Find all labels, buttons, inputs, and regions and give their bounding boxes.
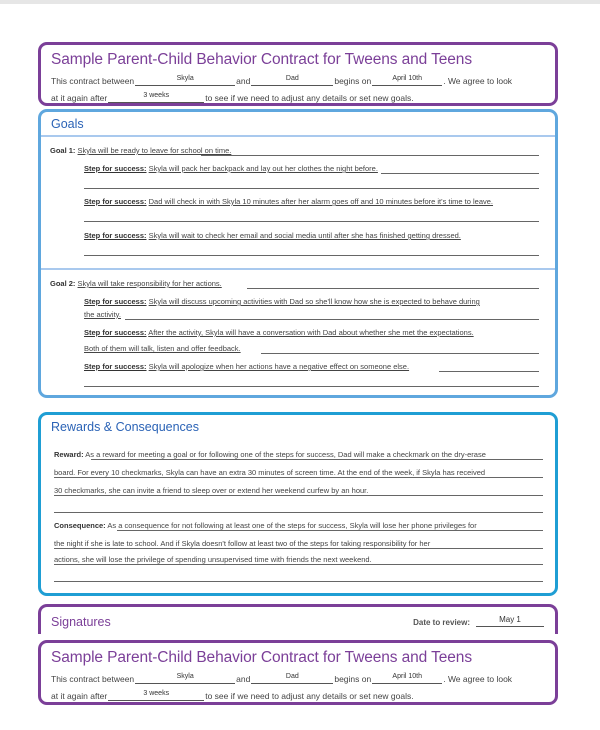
consequence-text: As a consequence for not following at least one of the steps for success, Skyla will lose her phone privileges for <box>107 521 477 530</box>
and-text: and <box>236 76 251 86</box>
step-line <box>381 164 539 174</box>
line1-pre-text: This contract between <box>51 674 135 684</box>
goal-2-label: Goal 2: <box>50 279 76 288</box>
blank-line <box>84 179 539 189</box>
step-text: the activity. <box>84 310 121 319</box>
step-text: Dad will check in with Skyla 10 minutes after her alarm goes off and 10 minutes before it's time to leave. <box>148 197 494 206</box>
reward-text: 30 checkmarks, she can invite a friend to sleep over or extend her weekend curfew by an hour. <box>54 486 369 495</box>
step-text: Skyla will wait to check her email and social media until after she has finished getting dressed. <box>148 231 461 240</box>
child-name-field[interactable]: Skyla <box>135 672 235 684</box>
write-line <box>117 521 543 531</box>
contract-header-repeat <box>38 640 558 705</box>
parent-name-field[interactable]: Dad <box>251 74 333 86</box>
start-date-field[interactable]: April 10th <box>372 672 442 684</box>
goal-1-line <box>201 146 539 156</box>
line2-post-text: to see if we need to adjust any details or set new goals. <box>205 93 414 103</box>
contract-title: Sample Parent-Child Behavior Contract for Tweens and Teens <box>51 649 472 666</box>
line2-pre-text: at it again after <box>51 93 108 103</box>
goal-2-step-2[interactable] <box>84 328 555 337</box>
child-name-field[interactable]: Skyla <box>135 74 235 86</box>
reward-text: board. For every 10 checkmarks, Skyla can have an extra 30 minutes of screen time. At the end of the week, if Skyla has received <box>54 468 486 477</box>
blank-line <box>84 377 539 387</box>
goals-title: Goals <box>41 112 555 137</box>
rewards-section <box>38 412 558 596</box>
step-label: Step for success: <box>84 231 147 240</box>
top-edge <box>0 0 600 4</box>
consequence-label: Consequence: <box>54 521 106 530</box>
blank-line <box>54 503 543 513</box>
goal-2-line <box>247 279 539 289</box>
line1-post-text: . We agree to look <box>443 674 513 684</box>
write-line <box>54 555 543 565</box>
goal-1-label: Goal 1: <box>50 146 76 155</box>
write-line <box>54 539 543 549</box>
line1-pre-text: This contract between <box>51 76 135 86</box>
goal-1-text[interactable]: Skyla will be ready to leave for school on time. <box>77 146 232 155</box>
date-to-review <box>413 615 545 627</box>
step-text: Both of them will talk, listen and offer feedback. <box>84 344 241 353</box>
contract-line-1 <box>51 72 545 86</box>
blank-line <box>261 344 539 354</box>
start-date-field[interactable]: April 10th <box>372 74 442 86</box>
review-date-field[interactable]: May 1 <box>476 615 544 627</box>
step-label: Step for success: <box>84 197 147 206</box>
step-text: Skyla will pack her backpack and lay out her clothes the night before. <box>148 164 378 173</box>
step-text: After the activity, Skyla will have a conversation with Dad about whether she met the expectations. <box>148 328 474 337</box>
step-text: Skyla will apologize when her actions have a negative effect on someone else. <box>148 362 410 371</box>
step-label: Step for success: <box>84 328 147 337</box>
blank-line <box>84 246 539 256</box>
line2-post-text: to see if we need to adjust any details or set new goals. <box>205 691 414 701</box>
rewards-title: Rewards & Consequences <box>51 420 199 434</box>
blank-line <box>84 212 539 222</box>
consequence-text: the night if she is late to school. And if Skyla doesn't follow at least two of the steps for taking responsibility for her <box>54 539 431 548</box>
signatures-title: Signatures <box>51 615 111 629</box>
begins-on-text: begins on <box>334 674 372 684</box>
goal-2-text[interactable]: Skyla will take responsibility for her actions. <box>77 279 222 288</box>
goals-section <box>38 109 558 398</box>
reward-text: As a reward for meeting a goal or for following one of the steps for success, Dad will make a checkmark on the dry-erase <box>85 450 486 459</box>
signatures-section <box>38 604 558 634</box>
consequence-text: actions, she will lose the privilege of spending unsupervised time with friends the next weekend. <box>54 555 372 564</box>
begins-on-text: begins on <box>334 76 372 86</box>
goal-1-step-2[interactable] <box>84 197 555 206</box>
step-line <box>439 362 539 372</box>
write-line <box>91 450 543 460</box>
contract-line-1 <box>51 670 545 684</box>
line1-post-text: . We agree to look <box>443 76 513 86</box>
contract-title: Sample Parent-Child Behavior Contract for Tweens and Teens <box>51 51 472 68</box>
step-label: Step for success: <box>84 297 147 306</box>
goal-1-step-3[interactable] <box>84 231 555 240</box>
contract-line-2 <box>51 687 545 701</box>
goal-divider <box>41 268 555 270</box>
line2-pre-text: at it again after <box>51 691 108 701</box>
step-text: Skyla will discuss upcoming activities with Dad so she'll know how she is expected to behave during <box>148 297 480 306</box>
reward-label: Reward: <box>54 450 84 459</box>
step-label: Step for success: <box>84 164 147 173</box>
review-label: Date to review: <box>413 618 470 627</box>
blank-line <box>54 572 543 582</box>
write-line <box>54 486 543 496</box>
goal-2-step-1[interactable] <box>84 297 555 306</box>
parent-name-field[interactable]: Dad <box>251 672 333 684</box>
review-period-field[interactable]: 3 weeks <box>108 689 204 701</box>
and-text: and <box>236 674 251 684</box>
contract-line-2 <box>51 89 545 103</box>
contract-header <box>38 42 558 106</box>
blank-line <box>125 310 539 320</box>
write-line <box>54 468 543 478</box>
step-label: Step for success: <box>84 362 147 371</box>
review-period-field[interactable]: 3 weeks <box>108 91 204 103</box>
